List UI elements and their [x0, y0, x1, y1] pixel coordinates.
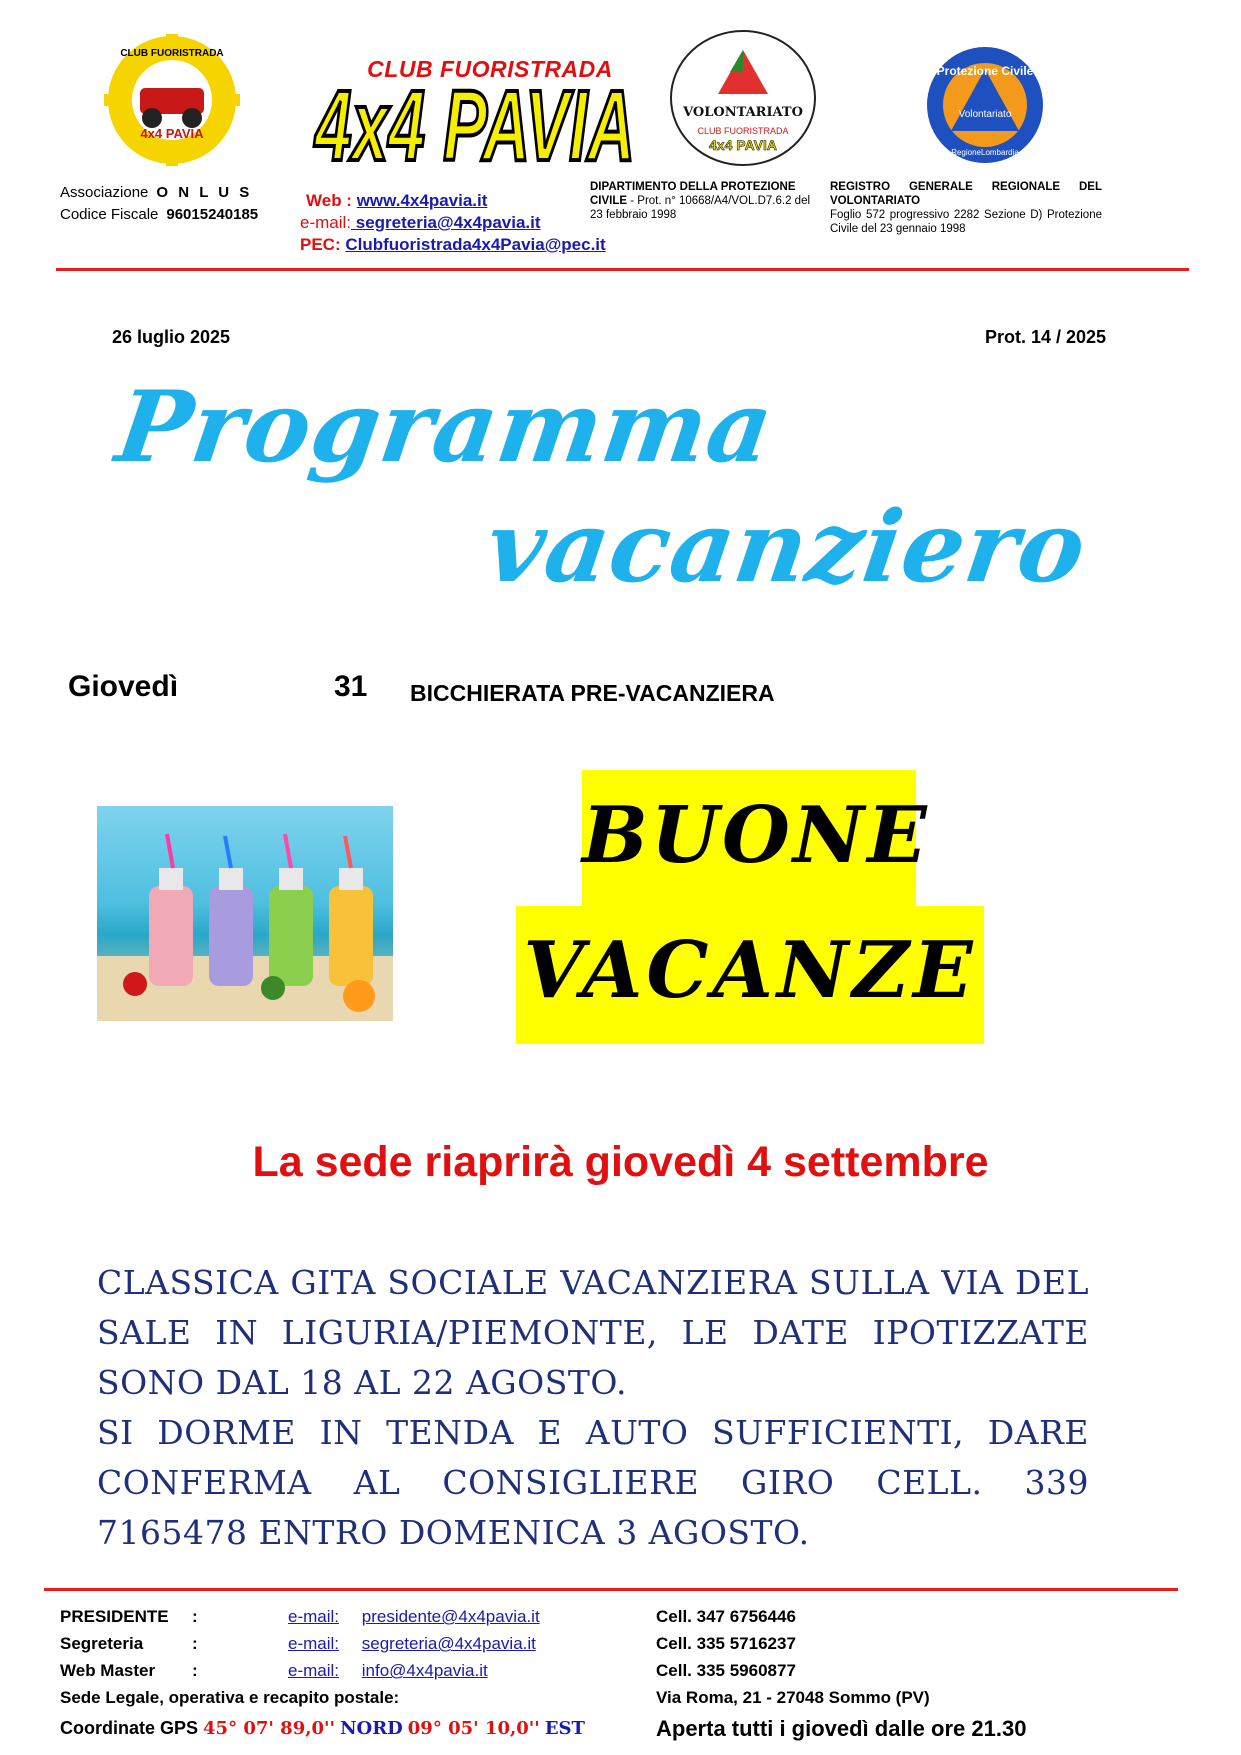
footer-divider: [44, 1588, 1178, 1591]
footer-email-label: e-mail:: [288, 1661, 340, 1680]
footer-role-presidente: PRESIDENTE: [60, 1607, 169, 1626]
footer-email-webmaster[interactable]: info@4x4pavia.it: [361, 1661, 488, 1680]
protezione-civile-lombardia-logo: [915, 45, 1055, 165]
reg-text: Foglio 572 progressivo 2282 Sezione D) Protezione Civile del 23 gennaio 1998: [830, 209, 1102, 235]
footer-email-presidente[interactable]: presidente@4x4pavia.it: [361, 1607, 540, 1626]
event-title: BICCHIERATA PRE-VACANZIERA: [410, 680, 775, 706]
pec-link[interactable]: Clubfuoristrada4x4Pavia@pec.it: [345, 235, 606, 254]
buone-text: BUONE: [582, 790, 930, 881]
svg-text:RegioneLombardia: RegioneLombardia: [951, 148, 1019, 157]
registro-info: [830, 180, 1102, 236]
footer-opening-hours: Aperta tutti i giovedì dalle ore 21.30: [656, 1716, 1027, 1741]
cf-value: 96015240185: [166, 206, 259, 223]
assoc-label: Associazione: [60, 184, 149, 201]
pec-label: PEC:: [300, 235, 341, 254]
web-label: Web :: [306, 191, 352, 210]
trip-paragraph-1: CLASSICA GITA SOCIALE VACANZIERA SULLA VIA DEL SALE IN LIGURIA/PIEMONTE, LE DATE IPOTIZZATE SONO DAL 18 AL 22 AGOSTO.: [97, 1263, 1089, 1402]
web-link[interactable]: www.4x4pavia.it: [356, 191, 488, 210]
svg-text:4x4 PAVIA: 4x4 PAVIA: [313, 76, 635, 168]
email-link[interactable]: segreteria@4x4pavia.it: [351, 213, 541, 232]
protezione-civile-nazionale-logo: [668, 28, 818, 168]
email-label: e-mail:: [300, 213, 352, 232]
dip-text: - Prot. n° 10668/A4/VOL.D7.6.2 del 23 febbraio 1998: [590, 195, 811, 221]
footer-colon: :: [192, 1661, 198, 1680]
doc-prot: Prot. 14 / 2025: [985, 327, 1107, 347]
footer-cell-segreteria: Cell. 335 5716237: [656, 1634, 796, 1653]
gps-label: Coordinate GPS: [60, 1718, 199, 1738]
footer-cell-presidente: Cell. 347 6756446: [656, 1607, 796, 1626]
club-gear-logo: [100, 34, 270, 166]
footer-colon: :: [192, 1607, 198, 1626]
svg-text:4x4 PAVIA: 4x4 PAVIA: [140, 126, 204, 141]
dipartimento-info: [590, 180, 822, 222]
cf-label: Codice Fiscale: [60, 206, 159, 223]
title-programma: Programma: [109, 370, 781, 485]
trip-description: [97, 1258, 1089, 1558]
club-4x4pavia-logo: [310, 76, 640, 168]
gps-lat: 45° 07' 89,0'': [203, 1718, 336, 1739]
footer-address: Via Roma, 21 - 27048 Sommo (PV): [656, 1688, 930, 1707]
dip-title: DIPARTIMENTO DELLA PROTEZIONE CIVILE: [590, 181, 796, 207]
footer-role-segreteria: Segreteria: [60, 1634, 144, 1653]
smoothie-bottles-image: [97, 806, 393, 1021]
footer-role-webmaster: Web Master: [60, 1661, 156, 1680]
svg-text:4x4 PAVIA: 4x4 PAVIA: [709, 137, 777, 153]
header-divider: [56, 268, 1189, 271]
footer-email-label: e-mail:: [288, 1607, 340, 1626]
footer-colon: :: [192, 1634, 198, 1653]
title-vacanziero: vacanziero: [479, 490, 1094, 605]
svg-text:Protezione Civile: Protezione Civile: [936, 64, 1034, 78]
svg-text:Volontariato: Volontariato: [958, 109, 1012, 120]
association-info: [60, 182, 258, 226]
footer-email-segreteria[interactable]: segreteria@4x4pavia.it: [361, 1634, 536, 1653]
footer-cell-webmaster: Cell. 335 5960877: [656, 1661, 796, 1680]
event-day-number: 31: [334, 670, 368, 703]
club-title: CLUB FUORISTRADA: [367, 56, 613, 82]
footer-gps: [60, 1718, 585, 1739]
vacanze-text: VACANZE: [523, 925, 977, 1016]
assoc-value: O N L U S: [156, 184, 253, 201]
gps-est: EST: [544, 1718, 585, 1739]
doc-date: 26 luglio 2025: [112, 327, 231, 347]
footer-email-label: e-mail:: [288, 1634, 340, 1653]
gps-nord: NORD: [340, 1718, 403, 1739]
event-day: Giovedì: [68, 670, 179, 703]
reg-title: REGISTRO GENERALE REGIONALE DEL VOLONTARIATO: [830, 181, 1102, 207]
trip-paragraph-2: SI DORME IN TENDA E AUTO SUFFICIENTI, DARE CONFERMA AL CONSIGLIERE GIRO CELL. 339 7165478 ENTRO DOMENICA 3 AGOSTO.: [97, 1413, 1089, 1552]
contact-links: [300, 190, 606, 256]
svg-text:CLUB FUORISTRADA: CLUB FUORISTRADA: [697, 126, 789, 136]
reopen-notice: La sede riaprirà giovedì 4 settembre: [252, 1138, 989, 1186]
footer-sede-label: Sede Legale, operativa e recapito postale:: [60, 1688, 400, 1707]
svg-text:CLUB FUORISTRADA: CLUB FUORISTRADA: [120, 48, 224, 59]
gps-lon: 09° 05' 10,0'': [407, 1718, 540, 1739]
svg-text:VOLONTARIATO: VOLONTARIATO: [683, 105, 803, 120]
